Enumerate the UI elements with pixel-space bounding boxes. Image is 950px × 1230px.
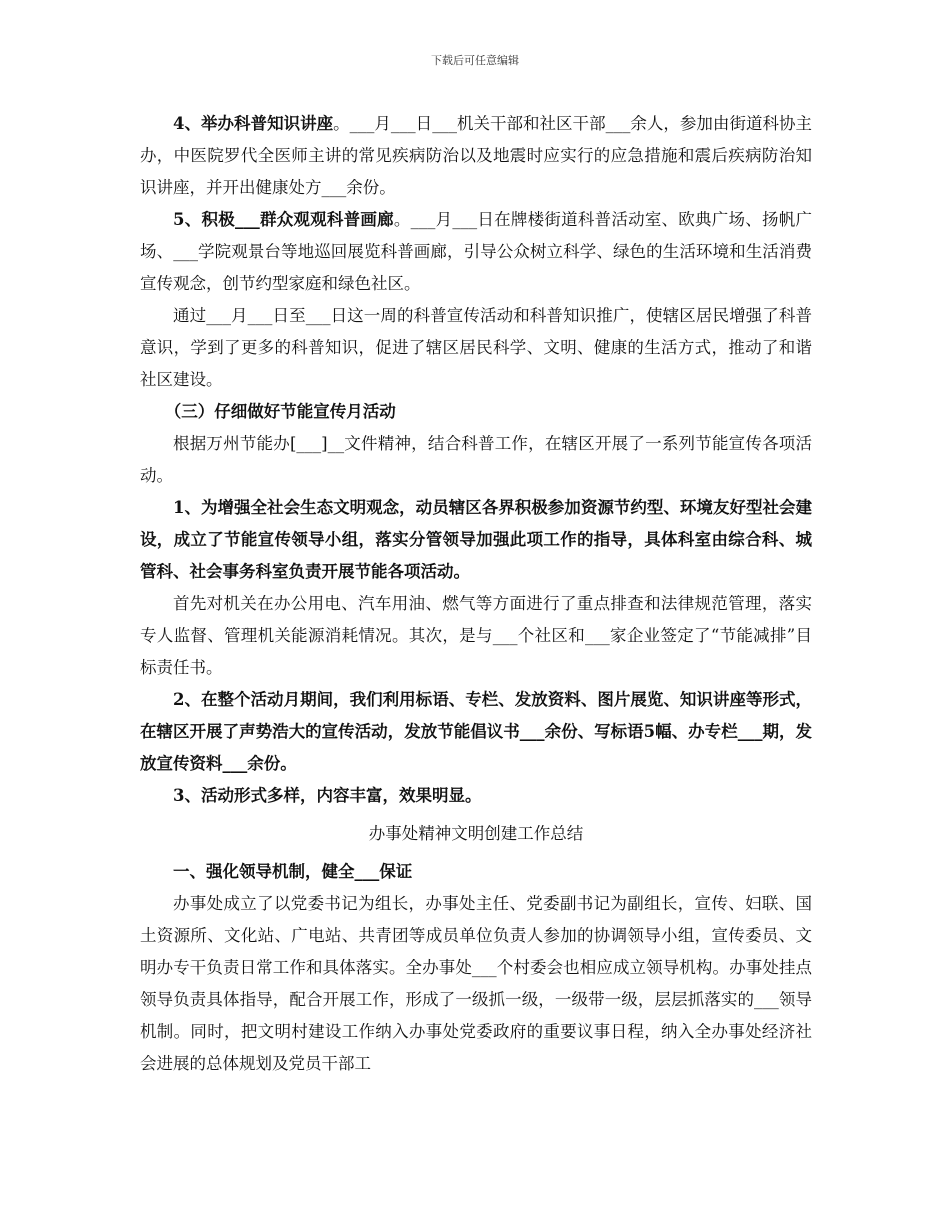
paragraph-energy-intro: 根据万州节能办[___]__文件精神，结合科普工作，在辖区开展了一系列节能宣传各项活动。 bbox=[140, 434, 812, 485]
paragraph-energy-item-3: 3、活动形式多样，内容丰富，效果明显。 bbox=[173, 786, 482, 805]
paragraph-energy-item-1: 1、为增强全社会生态文明观念，动员辖区各界积极参加资源节约型、环境友好型社会建设，成立了节能宣传领导小组，落实分管领导加强此项工作的指导，具体科室由综合科、城管科、社会事务科室负责开展节能各项活动。 bbox=[140, 498, 812, 581]
paragraph-energy-detail: 首先对机关在办公用电、汽车用油、燃气等方面进行了重点排查和法律规范管理，落实专人监督、管理机关能源消耗情况。其次，是与___个社区和___家企业签定了“节能减排”目标责任书。 bbox=[140, 594, 812, 677]
paragraph-lead: 4、举办科普知识讲座 bbox=[173, 114, 334, 133]
section-heading-energy-month: （三）仔细做好节能宣传月活动 bbox=[164, 402, 396, 421]
paragraph-week-summary: 通过___月___日至___日这一周的科普宣传活动和科普知识推广，使辖区居民增强了科普意识，学到了更多的科普知识，促进了辖区居民科学、文明、健康的生活方式，推动了和谐社区建设。 bbox=[140, 306, 812, 389]
section-heading-leadership: 一、强化领导机制，健全___保证 bbox=[173, 862, 413, 881]
paragraph-leadership-detail: 办事处成立了以党委书记为组长，办事处主任、党委副书记为副组长，宣传、妇联、国土资源所、文化站、广电站、共青团等成员单位负责人参加的协调领导小组，宣传委员、文明办专干负责日常工作和具体落实。全办事处___个村委会也相应成立领导机构。办事处挂点领导负责具体指导，配合开展工作，形成了一级抓一级，一级带一级，层层抓落实的___领导机制。同时，把文明村建设工作纳入办事处党委政府的重要议事日程，纳入全办事处经济社会进展的总体规划及党员干部工 bbox=[140, 894, 812, 1073]
page-header-note: 下载后可任意编辑 bbox=[431, 54, 519, 67]
paragraph-energy-item-2: 2、在整个活动月期间，我们利用标语、专栏、发放资料、图片展览、知识讲座等形式，在辖区开展了声势浩大的宣传活动，发放节能倡议书___余份、写标语5幅、办专栏___期，发放宣传资料___余份。 bbox=[140, 690, 812, 773]
document-body bbox=[140, 108, 812, 1080]
paragraph-text: 。___月___日___机关干部和社区干部___余人，参加由街道科协主办，中医院罗代全医师主讲的常见疾病防治以及地震时应实行的应急措施和震后疾病防治知识讲座，并开出健康处方___余份。 bbox=[140, 114, 812, 197]
paragraph-lead: 5、积极___群众观观科普画廊 bbox=[173, 210, 394, 229]
document-title: 办事处精神文明创建工作总结 bbox=[368, 824, 584, 843]
paragraph-lecture bbox=[140, 108, 812, 204]
paragraph-gallery bbox=[140, 204, 812, 300]
paragraph-text: 。___月___日在牌楼街道科普活动室、欧典广场、扬帆广场、___学院观景台等地巡回展览科普画廊，引导公众树立科学、绿色的生活环境和生活消费宣传观念，创节约型家庭和绿色社区。 bbox=[140, 210, 813, 293]
